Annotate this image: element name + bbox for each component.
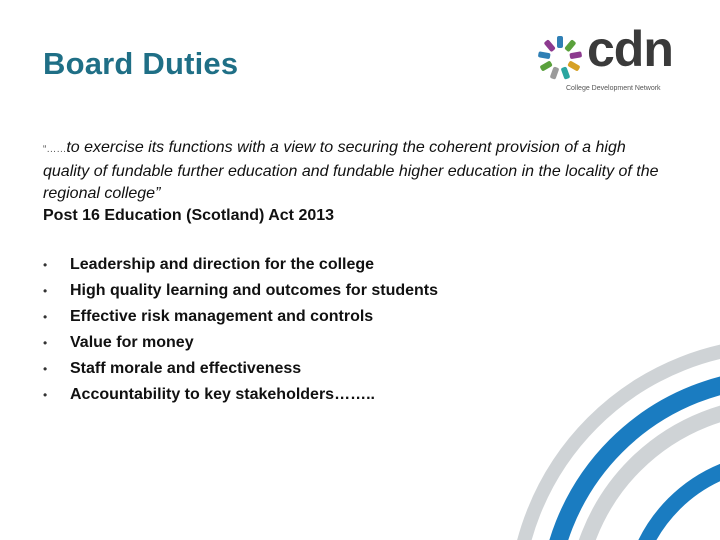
bullet-dot: • bbox=[43, 336, 48, 350]
bullet-list bbox=[43, 253, 563, 409]
bullet-text: High quality learning and outcomes for students bbox=[70, 282, 439, 299]
quote-block bbox=[43, 137, 663, 205]
grey-arc-inner bbox=[575, 405, 720, 540]
cdn-logo-mark-icon bbox=[535, 32, 585, 82]
bullet-dot: • bbox=[43, 362, 48, 376]
bullet-dot: • bbox=[43, 388, 48, 402]
slide-title: Board Duties bbox=[43, 46, 239, 81]
bullet-text: Leadership and direction for the college bbox=[70, 256, 375, 273]
bullet-dot: • bbox=[43, 258, 48, 272]
logo-wordmark: cdn bbox=[587, 21, 673, 77]
bullet-item bbox=[43, 383, 563, 409]
quote-open-mark: “…… bbox=[43, 144, 67, 155]
bullet-text: Effective risk management and controls bbox=[70, 308, 374, 325]
blue-arc-inner bbox=[630, 460, 720, 540]
quote-text: to exercise its functions with a view to securing the coherent provision of a high quality of fundable further education and fundable higher education in the locality of the regional college” bbox=[43, 139, 659, 202]
bullet-item bbox=[43, 253, 563, 279]
bullet-item bbox=[43, 331, 563, 357]
bullet-text: Value for money bbox=[70, 334, 194, 351]
bullet-item bbox=[43, 305, 563, 331]
blue-arc-outer bbox=[548, 378, 720, 540]
bullet-text: Staff morale and effectiveness bbox=[70, 360, 302, 377]
logo-tagline: College Development Network bbox=[566, 85, 661, 92]
bullet-dot: • bbox=[43, 284, 48, 298]
bullet-item bbox=[43, 357, 563, 383]
bullet-text: Accountability to key stakeholders…….. bbox=[70, 386, 375, 403]
bullet-dot: • bbox=[43, 310, 48, 324]
cdn-logo bbox=[535, 21, 695, 100]
citation: Post 16 Education (Scotland) Act 2013 bbox=[43, 207, 335, 224]
bullet-item bbox=[43, 279, 563, 305]
